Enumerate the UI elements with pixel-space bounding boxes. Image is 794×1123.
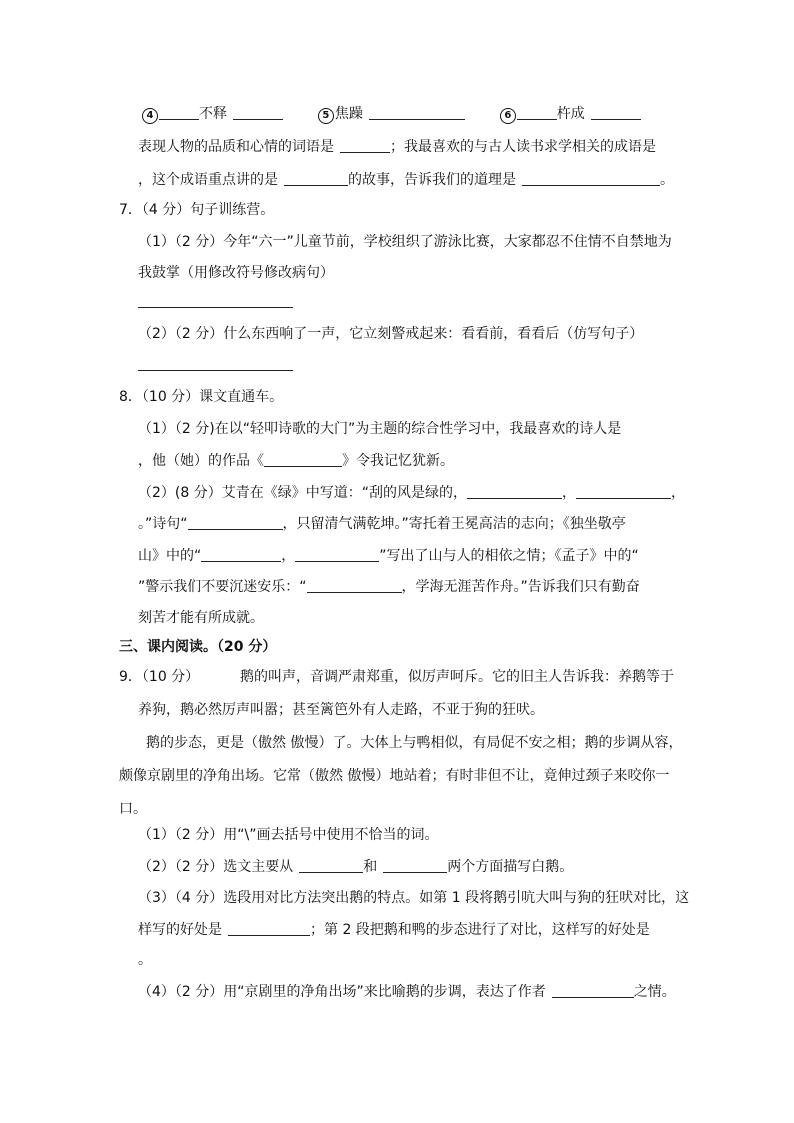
circled-number-6: 6 [500, 108, 516, 124]
answer-line[interactable] [138, 307, 293, 308]
answer-line[interactable] [138, 370, 293, 371]
circled-number-5: 5 [318, 108, 334, 124]
text: 的故事，告诉我们的道理是 [348, 172, 516, 188]
answer-blank[interactable] [159, 105, 199, 120]
q7-s1-line1: （1）（2 分）今年“六一”儿童节前，学校组织了游泳比赛，大家都忍不住情不自禁地为 [138, 234, 672, 250]
answer-blank[interactable] [295, 547, 379, 562]
q8-s2-line4 [138, 577, 640, 597]
q7-s2-line1: （2）（2 分）什么东西响了一声，它立刻警戒起来：看看前，看看后（仿写句子） [138, 326, 644, 342]
answer-blank[interactable] [383, 858, 447, 873]
text: 。 [660, 172, 674, 188]
answer-blank[interactable] [467, 484, 562, 499]
text: ”写出了山与人的相依之情；《孟子》中的“ [379, 548, 639, 564]
q7-s1-line2: 我鼓掌（用修改符号修改病句） [138, 265, 334, 281]
answer-blank[interactable] [228, 921, 310, 936]
text: 之情。 [633, 984, 676, 1000]
text: ，他（她）的作品《 [138, 453, 264, 469]
q6-line3 [138, 170, 674, 190]
item-word: 焦躁 [334, 106, 363, 122]
answer-blank[interactable] [517, 105, 557, 120]
answer-blank[interactable] [340, 138, 390, 153]
text: 两个方面描写白鹅。 [447, 859, 574, 875]
q9-p1-line1: 鹅的叫声，音调严肃郑重，似厉声呵斥。它的旧主人告诉我：养鹅等于 [240, 669, 674, 685]
answer-blank[interactable] [201, 547, 281, 562]
text: 样写的好处是 [138, 922, 222, 938]
q9-p2-line2: 颇像京剧里的净角出场。它常（傲然 傲慢）地站着；有时非但不让，竟伸过颈子来咬你一 [119, 768, 670, 784]
text: ，这个成语重点讲的是 [138, 172, 278, 188]
q9-sq3-line3: 。 [138, 952, 152, 968]
answer-blank[interactable] [576, 484, 671, 499]
q9-sq2 [138, 857, 573, 877]
q9-sq4 [138, 982, 676, 1002]
q9-p2-line3: 口。 [119, 801, 147, 817]
text: 山》中的“ [138, 548, 202, 564]
item-word: 不释 [199, 106, 227, 122]
q9-title: 9．（10 分） [119, 669, 200, 685]
text: 》令我记忆犹新。 [342, 453, 454, 469]
answer-blank[interactable] [307, 578, 402, 593]
q8-s2-line5: 刻苦才能有所成就。 [138, 610, 264, 626]
answer-blank[interactable] [591, 105, 641, 120]
text: ”警示我们不要沉迷安乐：“ [138, 579, 307, 595]
q8-s1-line1: （1）（2 分)在以“轻叩诗歌的大门”为主题的综合性学习中，我最喜欢的诗人是 [138, 421, 622, 437]
text: （4）（2 分）用“京剧里的净角出场”来比喻鹅的步调，表达了作者 [138, 984, 546, 1000]
text: ，只留清气满乾坤。”寄托着王冕高洁的志向；《独坐敬亭 [282, 516, 626, 532]
answer-blank[interactable] [233, 105, 283, 120]
text: ；第 2 段把鹅和鸭的步态进行了对比，这样写的好处是 [310, 922, 650, 938]
text: 表现人物的品质和心情的词语是 [138, 139, 334, 155]
answer-blank[interactable] [369, 105, 465, 120]
text: ，学海无涯苦作舟。”告诉我们只有勤奋 [401, 579, 640, 595]
q9-p2-line1: 鹅的步态，更是（傲然 傲慢）了。大体上与鸭相似，有局促不安之相；鹅的步调从容， [146, 735, 683, 751]
text: ；我最喜欢的与古人读书求学相关的成语是 [390, 139, 656, 155]
q9-sq1: （1）（2 分）用“\”画去括号中使用不恰当的词。 [138, 827, 439, 843]
q8-s2-line3 [138, 546, 639, 566]
answer-blank[interactable] [552, 983, 634, 998]
section-heading: 三、课内阅读。（20 分） [119, 639, 277, 655]
text: （2）(8 分）艾青在《绿》中写道：“刮的风是绿的， [138, 485, 467, 501]
text: （2）（2 分）选文主要从 [138, 859, 294, 875]
q8-title: 8．（10 分）课文直通车。 [119, 389, 284, 405]
answer-blank[interactable] [522, 171, 660, 186]
text: ， [670, 485, 685, 501]
answer-blank[interactable] [188, 515, 283, 530]
answer-blank[interactable] [299, 858, 363, 873]
answer-blank[interactable] [264, 452, 342, 467]
q7-title: 7．（4 分）句子训练营。 [119, 202, 275, 218]
q6-items-line [142, 104, 641, 124]
q9-p1-line2: 养狗，鹅必然厉声叫嚣；甚至篱笆外有人走路，不亚于狗的狂吠。 [138, 702, 544, 718]
item-word: 杵成 [556, 106, 585, 122]
q6-line2 [138, 137, 656, 157]
q9-sq3-line2 [138, 920, 650, 940]
circled-number-4: 4 [142, 108, 158, 124]
q8-s2-line1 [138, 483, 685, 503]
q8-s1-line2 [138, 451, 454, 471]
answer-blank[interactable] [284, 171, 348, 186]
text: ， [561, 485, 576, 501]
text: 。”诗句“ [138, 516, 188, 532]
text: ， [281, 548, 296, 564]
q9-sq3-line1: （3）（4 分）选段用对比方法突出鹅的特点。如第 1 段将鹅引吭大叫与狗的狂吠对比，这 [138, 890, 690, 906]
q8-s2-line2 [138, 514, 626, 534]
text: 和 [363, 859, 378, 875]
